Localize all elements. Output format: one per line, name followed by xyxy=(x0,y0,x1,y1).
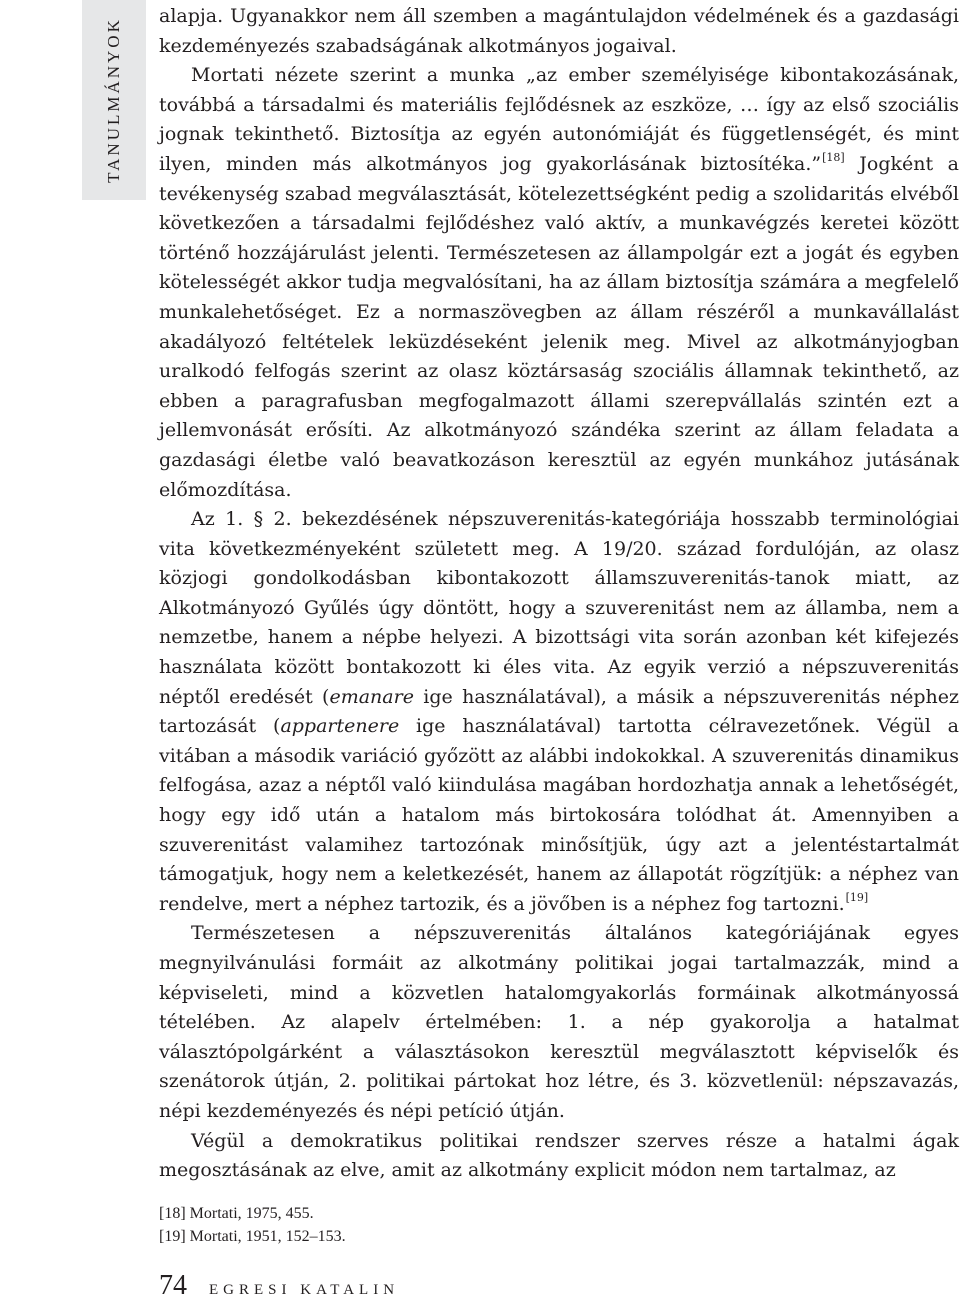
italic-term-emanare: emanare xyxy=(329,685,414,708)
paragraph-3-text-c: ige használatával) tartotta célravezetőnek. Végül a vitában a második variáció győzött az alábbi indokokkal. A szuverenitás dinamikus felfogása, azaz a néptől való kiindulása magában hordozhatja annak a lehetőségét, hogy egy idő után a hatalom más birtokosára tolódhat át. Amennyiben a szuverenitást valamihez tartozónak minősítjük, úgy azt a jelentéstartalmát támogatjuk, hogy nem a keletkezését, hanem az állapotát rögzítjük: a néphez van rendelve, mert a néphez tartozik, és a jövőben is a néphez fog tartozni. xyxy=(159,715,960,915)
page-number: 74 xyxy=(159,1270,187,1301)
footnote-ref-18[interactable]: [18] xyxy=(822,150,845,164)
paragraph-2-text-b: Jogként a tevékenység szabad megválasztását, kötelezettségként pedig a szolidaritás elvéből következően a társadalmi fejlődéshez való aktív, a munkavégzés keretei között történő hozzájárulást jelenti. Természetesen az állampolgár ezt a jogát és egyben kötelességét akkor tudja megvalósítani, ha az állam biztosítja számára a megfelelő munkalehetőséget. Ez a normaszövegben az állam részéről a munkavállalást akadályozó feltételek leküzdéseként jelenik meg. Mivel az alkotmányjogban uralkodó felfogás szerint az olasz köztársaság szociális államnak tekinthető, az ebben a paragrafusban megfogalmazott állami szerepvállalás szintén ezt a jellemvonását erősíti. Az alkotmányozó szándéka szerint az állam feladata a gazdasági életbe való beavatkozáson keresztül az egyén munkához jutásának előmozdítása. xyxy=(159,152,959,501)
article-body xyxy=(159,2,959,1186)
footnote-ref-19[interactable]: [19] xyxy=(845,890,869,904)
footnote-18: [18] Mortati, 1975, 455. xyxy=(159,1205,314,1222)
paragraph-2 xyxy=(159,61,959,505)
paragraph-1: alapja. Ugyanakkor nem áll szemben a magántulajdon védelmének és a gazdasági kezdeményezés szabadságának alkotmányos jogaival. xyxy=(159,5,959,57)
paragraph-3 xyxy=(159,505,959,919)
footnote-19: [19] Mortati, 1951, 152–153. xyxy=(159,1228,346,1245)
section-label: TANULMÁNYOK xyxy=(104,17,123,183)
running-author: EGRESI KATALIN xyxy=(209,1282,400,1298)
section-tab xyxy=(82,0,146,200)
paragraph-5: Végül a demokratikus politikai rendszer szerves része a hatalmi ágak megosztásának az elve, amit az alkotmány explicit módon nem tartalmaz, az xyxy=(159,1129,959,1182)
page-footer xyxy=(159,1270,399,1302)
paragraph-2-text-a: Mortati nézete szerint a munka „az ember személyisége kibontakozásának, továbbá a társadalmi és materiális fejlődésnek az eszköze, … így az első szociális jognak tekinthető. Biztosítja az egyén autonómiáját és függetlenségét, és mint ilyen, minden más alkotmányos jog gyakorlásának biztosítéka.” xyxy=(159,64,959,175)
italic-term-appartenere: appartenere xyxy=(280,715,400,738)
footnotes xyxy=(159,1202,346,1248)
paragraph-3-text-b: ige használatával), a másik a népszuverenitás néphez tartozását ( xyxy=(159,685,959,738)
paragraph-4: Természetesen a népszuverenitás általános kategóriájának egyes megnyilvánulási formáit az alkotmány politikai jogai tartalmazzák, mind a képviseleti, mind a közvetlen hatalomgyakorlás formáinak alkotmányossá tételében. Az alapelv értelmében: 1. a nép gyakorolja a hatalmat választópolgárként a választásokon keresztül megválasztott képviselők és szenátorok útján, 2. politikai pártokat hoz létre, és 3. közvetlenül: népszavazás, népi kezdeményezés és népi petíció útján. xyxy=(159,922,959,1122)
paragraph-3-text-a: Az 1. § 2. bekezdésének népszuverenitás-kategóriája hosszabb terminológiai vita következményeként született meg. A 19/20. század fordulóján, az olasz közjogi gondolkodásban kibontakozott államszuverenitás-tanok miatt, az Alkotmányozó Gyűlés úgy döntött, hogy a szuverenitást nem az államba, nem a nemzetbe, hanem a népbe helyezi. A bizottsági vita során azonban két kifejezés használata között bontakozott ki éles vita. Az egyik verzió a népszuverenitás néptől eredését ( xyxy=(159,508,959,708)
